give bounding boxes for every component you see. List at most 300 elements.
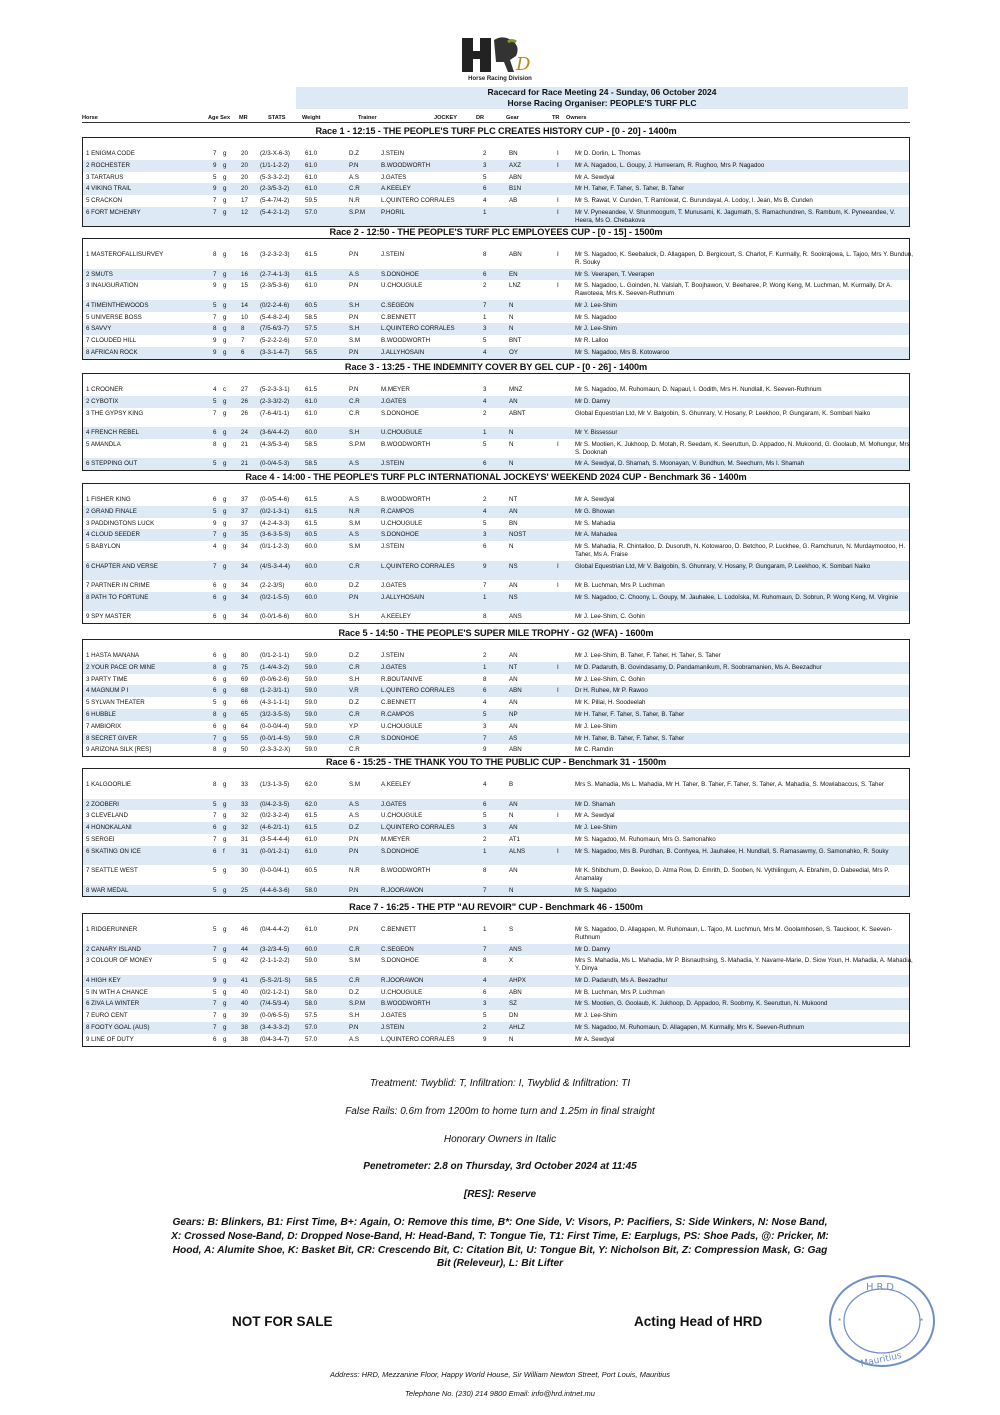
cell-dr: 6	[483, 185, 487, 193]
cell-weight: 61.5	[305, 270, 318, 278]
cell-stats: (5-S-2/1-S)	[260, 976, 291, 984]
cell-sex: g	[223, 282, 227, 290]
cell-owners: Mr S. Mootien, K. Jukhoop, D. Motah, R. Seedam, K. Seeruttun, D. Appadoo, N. Mukoond, G. Goolaub, M. Mohungur, Mrs S. Dooknah	[575, 441, 910, 456]
cell-horse: 7 SEATTLE WEST	[86, 867, 138, 875]
table-row	[83, 207, 909, 227]
cell-weight: 60.5	[305, 531, 318, 539]
cell-sex: g	[223, 409, 227, 417]
cell-owners: Mr G. Bhowan	[575, 507, 615, 515]
cell-dr: 9	[483, 562, 487, 570]
cell-gear: BN	[509, 150, 518, 157]
cell-sex: g	[223, 926, 227, 933]
race-table	[82, 768, 910, 897]
cell-horse: 7 PARTNER IN CRIME	[86, 582, 150, 590]
cell-weight: 60.0	[305, 543, 318, 551]
cell-dr: 9	[483, 746, 487, 754]
cell-age: 6	[213, 722, 217, 730]
cell-trainer: S.P.M	[349, 208, 366, 216]
cell-jockey: J.ALLYHOSAIN	[381, 593, 425, 601]
cell-dr: 8	[483, 675, 487, 683]
table-row	[83, 439, 909, 459]
cell-stats: (0-0/1-4-S)	[260, 734, 290, 742]
cell-dr: 3	[483, 386, 487, 393]
cell-dr: 6	[483, 800, 487, 808]
cell-gear: N	[509, 543, 514, 551]
cell-age: 7	[213, 812, 217, 820]
table-row	[83, 1022, 909, 1034]
table-spacer	[83, 239, 909, 249]
cell-dr: 4	[483, 197, 487, 205]
cell-jockey: J.GATES	[381, 173, 407, 181]
cell-jockey: J.GATES	[381, 582, 407, 590]
cell-stats: (0/2-1-3-1)	[260, 507, 290, 515]
cell-trainer: P.N	[349, 251, 359, 258]
cell-dr: 3	[483, 824, 487, 832]
cell-weight: 60.0	[305, 429, 318, 437]
cell-gear: B1N	[509, 185, 522, 193]
cell-horse: 6 ZIVA LA WINTER	[86, 1000, 140, 1008]
cell-horse: 2 YOUR PACE OR MINE	[86, 663, 156, 671]
cell-gear: S	[509, 926, 514, 933]
cell-weight: 61.0	[305, 173, 318, 181]
cell-gear: DN	[509, 1012, 518, 1020]
cell-dr: 5	[483, 519, 487, 527]
table-row	[83, 518, 909, 530]
cell-sex: g	[223, 613, 227, 621]
cell-dr: 5	[483, 710, 487, 718]
cell-gear: AN	[509, 652, 518, 659]
cell-age: 9	[213, 337, 217, 345]
cell-horse: 2 CYBOTIX	[86, 397, 119, 405]
cell-horse: 2 SMUTS	[86, 270, 113, 278]
cell-horse: 6 SAVVY	[86, 325, 112, 333]
table-row	[83, 561, 909, 581]
cell-age: 6	[213, 675, 217, 683]
cell-jockey: B.WOODWORTH	[381, 867, 431, 875]
cell-trainer: S.H	[349, 325, 360, 333]
col-owners: Owners	[566, 115, 587, 121]
cell-age: 7	[213, 1000, 217, 1008]
cell-age: 6	[213, 429, 217, 437]
cell-owners: Mr J. Lee-Shim	[575, 824, 617, 832]
cell-trainer: S.H	[349, 613, 360, 621]
cell-tr: I	[557, 208, 559, 216]
cell-horse: 4 VIKING TRAIL	[86, 185, 132, 193]
cell-trainer: C.R	[349, 409, 360, 417]
cell-trainer: P.N	[349, 1023, 359, 1031]
cell-mr: 21	[241, 460, 248, 468]
cell-weight: 60.5	[305, 301, 318, 309]
cell-horse: 7 AMBIORIX	[86, 722, 122, 730]
cell-jockey: C.BENNETT	[381, 313, 417, 321]
cell-mr: 25	[241, 886, 248, 894]
cell-mr: 34	[241, 582, 248, 590]
cell-trainer: C.R	[349, 185, 360, 193]
honorary-note: Honorary Owners in Italic	[443, 1134, 557, 1145]
cell-stats: (1-2-3/1-1)	[260, 687, 290, 695]
cell-jockey: M.MEYER	[381, 835, 410, 843]
table-row	[83, 183, 909, 195]
cell-trainer: C.R	[349, 663, 360, 671]
race-title: Race 7 - 16:25 - THE PTP "AU REVOIR" CUP - Benchmark 46 - 1500m	[349, 902, 643, 912]
cell-sex: g	[223, 988, 227, 996]
cell-stats: (0-0/1-6-6)	[260, 613, 290, 621]
cell-stats: (4-3-1-1-1)	[260, 699, 290, 707]
cell-owners: Mr S. Nagadoo, C. Choony, L. Goupy, M. Jauhalee, L. Lodoïska, M. Ruhomaun, D. Sobrun, P. Wong Keng, M. Virginie	[575, 594, 899, 602]
table-row	[83, 408, 909, 428]
cell-horse: 1 ENIGMA CODE	[86, 150, 135, 157]
cell-mr: 8	[241, 325, 245, 333]
cell-stats: (0-0-0/4-4)	[260, 722, 290, 730]
race-table	[82, 238, 913, 360]
cell-owners: Mr B. Luchman, Mrs P. Luchman	[575, 988, 665, 996]
cell-horse: 6 CHAPTER AND VERSE	[86, 562, 158, 570]
not-for-sale: NOT FOR SALE	[232, 1314, 333, 1329]
cell-trainer: A.S	[349, 531, 359, 539]
hrd-stamp-icon	[826, 1272, 938, 1370]
cell-mr: 24	[241, 429, 248, 437]
gears-legend: Gears: B: Blinkers, B1: First Time, B+: Again, O: Remove this time, B*: One Side, V: Visors, P: Pacifiers, S: Side Winkers, N: Nose Band, X: Crossed Nose-Band, D: Dropped Nose-Band, H: Head-Band, T: Tongue Tie, T1: First Time, E: Earplugs, PS: Shoe Pads, @: Pricker, M: Hood, A: Alumite Shoe, K: Basket Bit, CR: Crescendo Bit, C: Citation Bit, U: Tongue Bit, Y: Nicholson Bit, Z: Compression Mask, G: Gag Bit (Releveur), L: Bit Lifter	[171, 1217, 829, 1270]
cell-jockey: S.DONOHOE	[381, 409, 419, 417]
cell-sex: g	[223, 699, 227, 707]
cell-trainer: S.M	[349, 337, 361, 345]
cell-trainer: N.R	[349, 867, 360, 875]
cell-sex: g	[223, 429, 227, 437]
cell-horse: 2 ROCHESTER	[86, 161, 131, 169]
cell-mr: 35	[241, 531, 248, 539]
cell-horse: 8 WAR MEDAL	[86, 886, 129, 894]
cell-gear: AXZ	[509, 161, 522, 169]
cell-gear: AS	[509, 734, 518, 742]
cell-mr: 34	[241, 562, 248, 570]
cell-age: 5	[213, 800, 217, 808]
cell-jockey: J.ALLYHOSAIN	[381, 348, 425, 356]
cell-trainer: S.P.M	[349, 1000, 366, 1008]
cell-gear: AHPX	[509, 976, 526, 984]
cell-gear: ABN	[509, 746, 522, 754]
cell-age: 8	[213, 746, 217, 754]
cell-weight: 60.0	[305, 593, 318, 601]
cell-horse: 1 FISHER KING	[86, 496, 131, 503]
cell-mr: 40	[241, 988, 248, 996]
cell-weight: 61.5	[305, 507, 318, 515]
cell-sex: g	[223, 1023, 227, 1031]
cell-age: 5	[213, 699, 217, 707]
cell-horse: 1 RIDGERUNNER	[86, 926, 138, 933]
cell-gear: N	[509, 301, 514, 309]
cell-owners: Mr S. Mootien, G. Goolaub, K. Jukhoop, D. Appadoo, R. Soobrny, K. Seeruttun, N. Mukoond	[575, 1000, 828, 1008]
cell-weight: 58.0	[305, 1000, 318, 1008]
cell-jockey: A.KEELEY	[381, 613, 411, 621]
cell-gear: NS	[509, 562, 518, 570]
cell-jockey: S.DONOHOE	[381, 734, 419, 742]
col-age-sex: Age Sex	[208, 115, 231, 121]
cell-sex: g	[223, 800, 227, 808]
cell-jockey: S.DONOHOE	[381, 531, 419, 539]
cell-owners: Mr S. Nagadoo, Mrs B. Purdhan, B. Conhyea, H. Jauhalee, H. Nundlall, S. Ramasawmy, G. Samonahko, R. Souky	[575, 847, 889, 855]
cell-stats: (5-2-3-3-1)	[260, 386, 290, 393]
cell-sex: g	[223, 582, 227, 590]
cell-mr: 27	[241, 386, 248, 393]
cell-trainer: S.P.M	[349, 440, 366, 448]
cell-trainer: A.S	[349, 173, 359, 181]
cell-owners: Mr S. Mahadia, R. Chintalloo, D. Dusoruth, N. Kotowaroo, D. Betchoo, P. Luckhee, G. Ramchurun, N. Murdaymootoo, H. Taher, Ms A. Fraise	[575, 543, 906, 558]
cell-mr: 64	[241, 722, 248, 730]
cell-dr: 1	[483, 847, 487, 855]
cell-stats: (1/3-1-3-5)	[260, 781, 290, 788]
cell-mr: 66	[241, 699, 248, 707]
cell-sex: g	[223, 185, 227, 193]
cell-mr: 37	[241, 507, 248, 515]
cell-dr: 6	[483, 687, 487, 695]
cell-owners: Mr A. Sewdyal	[575, 812, 615, 820]
cell-age: 6	[213, 582, 217, 590]
cell-jockey: R.CAMPOS	[381, 507, 415, 515]
cell-dr: 2	[483, 1023, 487, 1031]
cell-age: 7	[213, 562, 217, 570]
cell-dr: 6	[483, 270, 487, 278]
cell-gear: EN	[509, 270, 518, 278]
cell-mr: 34	[241, 613, 248, 621]
cell-stats: (2-1-1-2-2)	[260, 957, 290, 965]
cell-jockey: L.QUINTERO CORRALES	[381, 562, 455, 570]
false-rails-note: False Rails: 0.6m from 1200m to home turn and 1.25m in final straight	[345, 1106, 655, 1117]
cell-age: 8	[213, 440, 217, 448]
cell-jockey: A.KEELEY	[381, 781, 411, 788]
cell-age: 6	[213, 687, 217, 695]
table-row	[83, 541, 909, 561]
cell-sex: g	[223, 1000, 227, 1008]
cell-sex: g	[223, 519, 227, 527]
cell-dr: 5	[483, 1012, 487, 1020]
cell-weight: 57.5	[305, 1012, 318, 1020]
table-row	[83, 822, 909, 834]
col-trainer: Trainer	[358, 115, 377, 121]
cell-owners: Mr D. Shamah	[575, 800, 615, 808]
cell-dr: 8	[483, 613, 487, 621]
cell-mr: 50	[241, 746, 248, 754]
cell-horse: 2 CANARY ISLAND	[86, 945, 141, 953]
cell-mr: 55	[241, 734, 248, 742]
cell-horse: 4 HIGH KEY	[86, 976, 121, 984]
cell-mr: 44	[241, 945, 248, 953]
table-row	[83, 779, 909, 799]
cell-stats: (4-3/5-3-4)	[260, 440, 290, 448]
cell-weight: 61.0	[305, 847, 318, 855]
cell-stats: (5-4-2-1-2)	[260, 208, 290, 216]
cell-dr: 3	[483, 722, 487, 730]
cell-dr: 7	[483, 945, 487, 953]
cell-trainer: A.S	[349, 1035, 359, 1043]
cell-owners: Mr Y. Bissessur	[575, 429, 618, 437]
cell-sex: g	[223, 746, 227, 754]
race-title: Race 5 - 14:50 - THE PEOPLE'S SUPER MILE TROPHY - G2 (WFA) - 1600m	[338, 628, 654, 638]
cell-stats: (2-3/5-3-2)	[260, 185, 290, 193]
cell-age: 5	[213, 173, 217, 181]
cell-age: 5	[213, 926, 217, 933]
cell-horse: 5 CRACKON	[86, 197, 123, 205]
cell-horse: 1 CROONER	[86, 386, 123, 393]
cell-stats: (0/1-1-2-3)	[260, 543, 290, 551]
cell-gear: NOST	[509, 531, 527, 539]
cell-mr: 42	[241, 957, 248, 965]
cell-horse: 7 EURO CENT	[86, 1012, 128, 1020]
cell-jockey: J.STEIN	[381, 460, 405, 468]
cell-trainer: C.R	[349, 746, 360, 754]
cell-owners: Mr A. Sewdyal, D. Shamah, S. Moonayan, V. Bundhun, M. Seechurn, Ms I. Shamah	[575, 460, 805, 468]
cell-trainer: A.S	[349, 460, 359, 468]
cell-mr: 41	[241, 976, 248, 984]
table-row	[83, 650, 909, 662]
cell-mr: 15	[241, 282, 248, 290]
cell-trainer: A.S	[349, 496, 359, 503]
cell-mr: 10	[241, 313, 248, 321]
cell-age: 7	[213, 1023, 217, 1031]
table-row	[83, 195, 909, 207]
cell-dr: 2	[483, 282, 487, 290]
cell-owners: Mr S. Nagadoo, D. Allagapen, M. Ruhomaun, L. Tajoo, M. Luchmun, Mrs M. Goolamhosen, S. Tauckoor, K. Seeven-Ruthnum	[575, 926, 893, 941]
cell-mr: 37	[241, 519, 248, 527]
cell-jockey: U.CHOUGULE	[381, 812, 423, 820]
cell-sex: g	[223, 781, 227, 788]
cell-gear: ABN	[509, 988, 522, 996]
table-row	[83, 885, 909, 897]
cell-stats: (0-0/4-5-3)	[260, 460, 290, 468]
cell-gear: AHLZ	[509, 1023, 525, 1031]
cell-weight: 59.5	[305, 197, 318, 205]
svg-text:D: D	[516, 54, 531, 75]
cell-gear: BNT	[509, 337, 522, 345]
cell-owners: Mr J. Lee-Shim, C. Gohin	[575, 675, 645, 683]
cell-weight: 58.5	[305, 976, 318, 984]
cell-trainer: C.R	[349, 562, 360, 570]
cell-weight: 59.0	[305, 734, 318, 742]
table-row	[83, 721, 909, 733]
cell-weight: 57.0	[305, 208, 318, 216]
cell-owners: Mr A. Nagadoo, L. Goupy, J. Hurreeram, R. Rughoo, Mrs P. Nagadoo	[575, 161, 765, 169]
cell-owners: Mr A. Mahadea	[575, 531, 617, 539]
cell-stats: (1-4/4-3-2)	[260, 663, 290, 671]
cell-trainer: D.Z	[349, 652, 359, 659]
table-row	[83, 975, 909, 987]
cell-stats: (0/4-4-4-2)	[260, 926, 290, 933]
cell-gear: B	[509, 781, 514, 788]
cell-jockey: J.GATES	[381, 800, 407, 808]
cell-trainer: D.Z	[349, 150, 359, 157]
cell-mr: 69	[241, 675, 248, 683]
cell-sex: g	[223, 496, 227, 503]
cell-dr: 8	[483, 867, 487, 875]
cell-owners: Mr D. Damry	[575, 945, 611, 953]
table-row	[83, 998, 909, 1010]
reserve-note: [RES]: Reserve	[463, 1189, 537, 1200]
cell-stats: (2-3-3/2-2)	[260, 397, 290, 405]
cell-dr: 5	[483, 812, 487, 820]
cell-weight: 61.0	[305, 185, 318, 193]
table-row	[83, 834, 909, 846]
cell-owners: Mr C. Ramdin	[575, 746, 614, 754]
cell-tr: I	[557, 282, 559, 290]
cell-age: 7	[213, 835, 217, 843]
race-title: Race 1 - 12:15 - THE PEOPLE'S TURF PLC CREATES HISTORY CUP - [0 - 20] - 1400m	[315, 126, 677, 136]
cell-sex: g	[223, 734, 227, 742]
cell-owners: Mr J. Lee-Shim	[575, 301, 617, 309]
table-row	[83, 494, 909, 506]
cell-weight: 56.5	[305, 348, 318, 356]
col-mr: MR	[239, 115, 248, 121]
table-row	[83, 697, 909, 709]
table-row	[83, 662, 909, 674]
cell-dr: 4	[483, 699, 487, 707]
cell-trainer: C.R	[349, 397, 360, 405]
table-row	[83, 611, 909, 623]
cell-dr: 6	[483, 460, 487, 468]
cell-weight: 62.0	[305, 800, 318, 808]
cell-gear: AB	[509, 197, 518, 205]
cell-weight: 57.5	[305, 325, 318, 333]
cell-dr: 3	[483, 325, 487, 333]
cell-owners: Mr V. Pyneeandee, V. Shunmoogum, T. Munusami, K. Jagumath, S. Ramachundren, S. Rambum, K. Pyneeandee, V. Heera, Ms O. Chebakova	[575, 209, 896, 224]
cell-jockey: M.MEYER	[381, 386, 410, 393]
cell-horse: 3 PARTY TIME	[86, 675, 128, 683]
cell-mr: 40	[241, 1000, 248, 1008]
cell-trainer: P.N	[349, 386, 359, 393]
svg-text:*: *	[838, 1317, 842, 1326]
cell-trainer: S.M	[349, 519, 361, 527]
cell-tr: I	[557, 440, 559, 448]
cell-owners: Mr A. Sewdyal	[575, 173, 615, 181]
cell-gear: N	[509, 886, 514, 894]
cell-horse: 4 CLOUD SEEDER	[86, 531, 140, 539]
cell-dr: 4	[483, 976, 487, 984]
cell-age: 7	[213, 531, 217, 539]
cell-stats: (2-7-4-1-3)	[260, 270, 290, 278]
cell-trainer: D.Z	[349, 582, 359, 590]
table-row	[83, 506, 909, 518]
cell-stats: (3-6-3-5-S)	[260, 531, 291, 539]
cell-owners: Mr S. Veerapen, T. Veerapen	[575, 270, 655, 278]
cell-sex: g	[223, 687, 227, 695]
cell-mr: 37	[241, 496, 248, 503]
cell-sex: g	[223, 313, 227, 321]
cell-stats: (3-2/3-4-5)	[260, 945, 290, 953]
cell-stats: (0/2-3-2-4)	[260, 812, 290, 820]
cell-jockey: C.SEGEON	[381, 301, 414, 309]
table-row	[83, 924, 909, 944]
cell-owners: Mr S. Nagadoo	[575, 886, 617, 894]
cell-sex: g	[223, 710, 227, 718]
cell-owners: Mr J. Lee-Shim, C. Gohin	[575, 613, 645, 621]
cell-age: 8	[213, 710, 217, 718]
cell-dr: 7	[483, 301, 487, 309]
cell-trainer: D.Z	[349, 988, 359, 996]
cell-sex: g	[223, 507, 227, 515]
cell-sex: g	[223, 337, 227, 345]
col-horse: Horse	[82, 115, 98, 121]
cell-age: 6	[213, 847, 217, 855]
cell-horse: 8 SECRET GIVER	[86, 734, 138, 742]
cell-owners: Mr S. Nagadoo, L. Goinden, N. Valslah, T. Boojhawon, V. Beeharee, P. Wong Keng, M. Luchman, M. Kurmally, Dr A. Rawoteea, Mrs K. Seeven-Ruthnum	[575, 282, 892, 298]
table-row	[83, 427, 909, 439]
cell-sex: g	[223, 1012, 227, 1020]
cell-tr: I	[557, 812, 559, 820]
table-row	[83, 580, 909, 592]
cell-mr: 34	[241, 593, 248, 601]
cell-stats: (3-6/4-4-2)	[260, 429, 290, 437]
cell-age: 9	[213, 348, 217, 356]
cell-stats: (5-2-2-2-6)	[260, 337, 290, 345]
cell-stats: (3-5-4-4-4)	[260, 835, 290, 843]
